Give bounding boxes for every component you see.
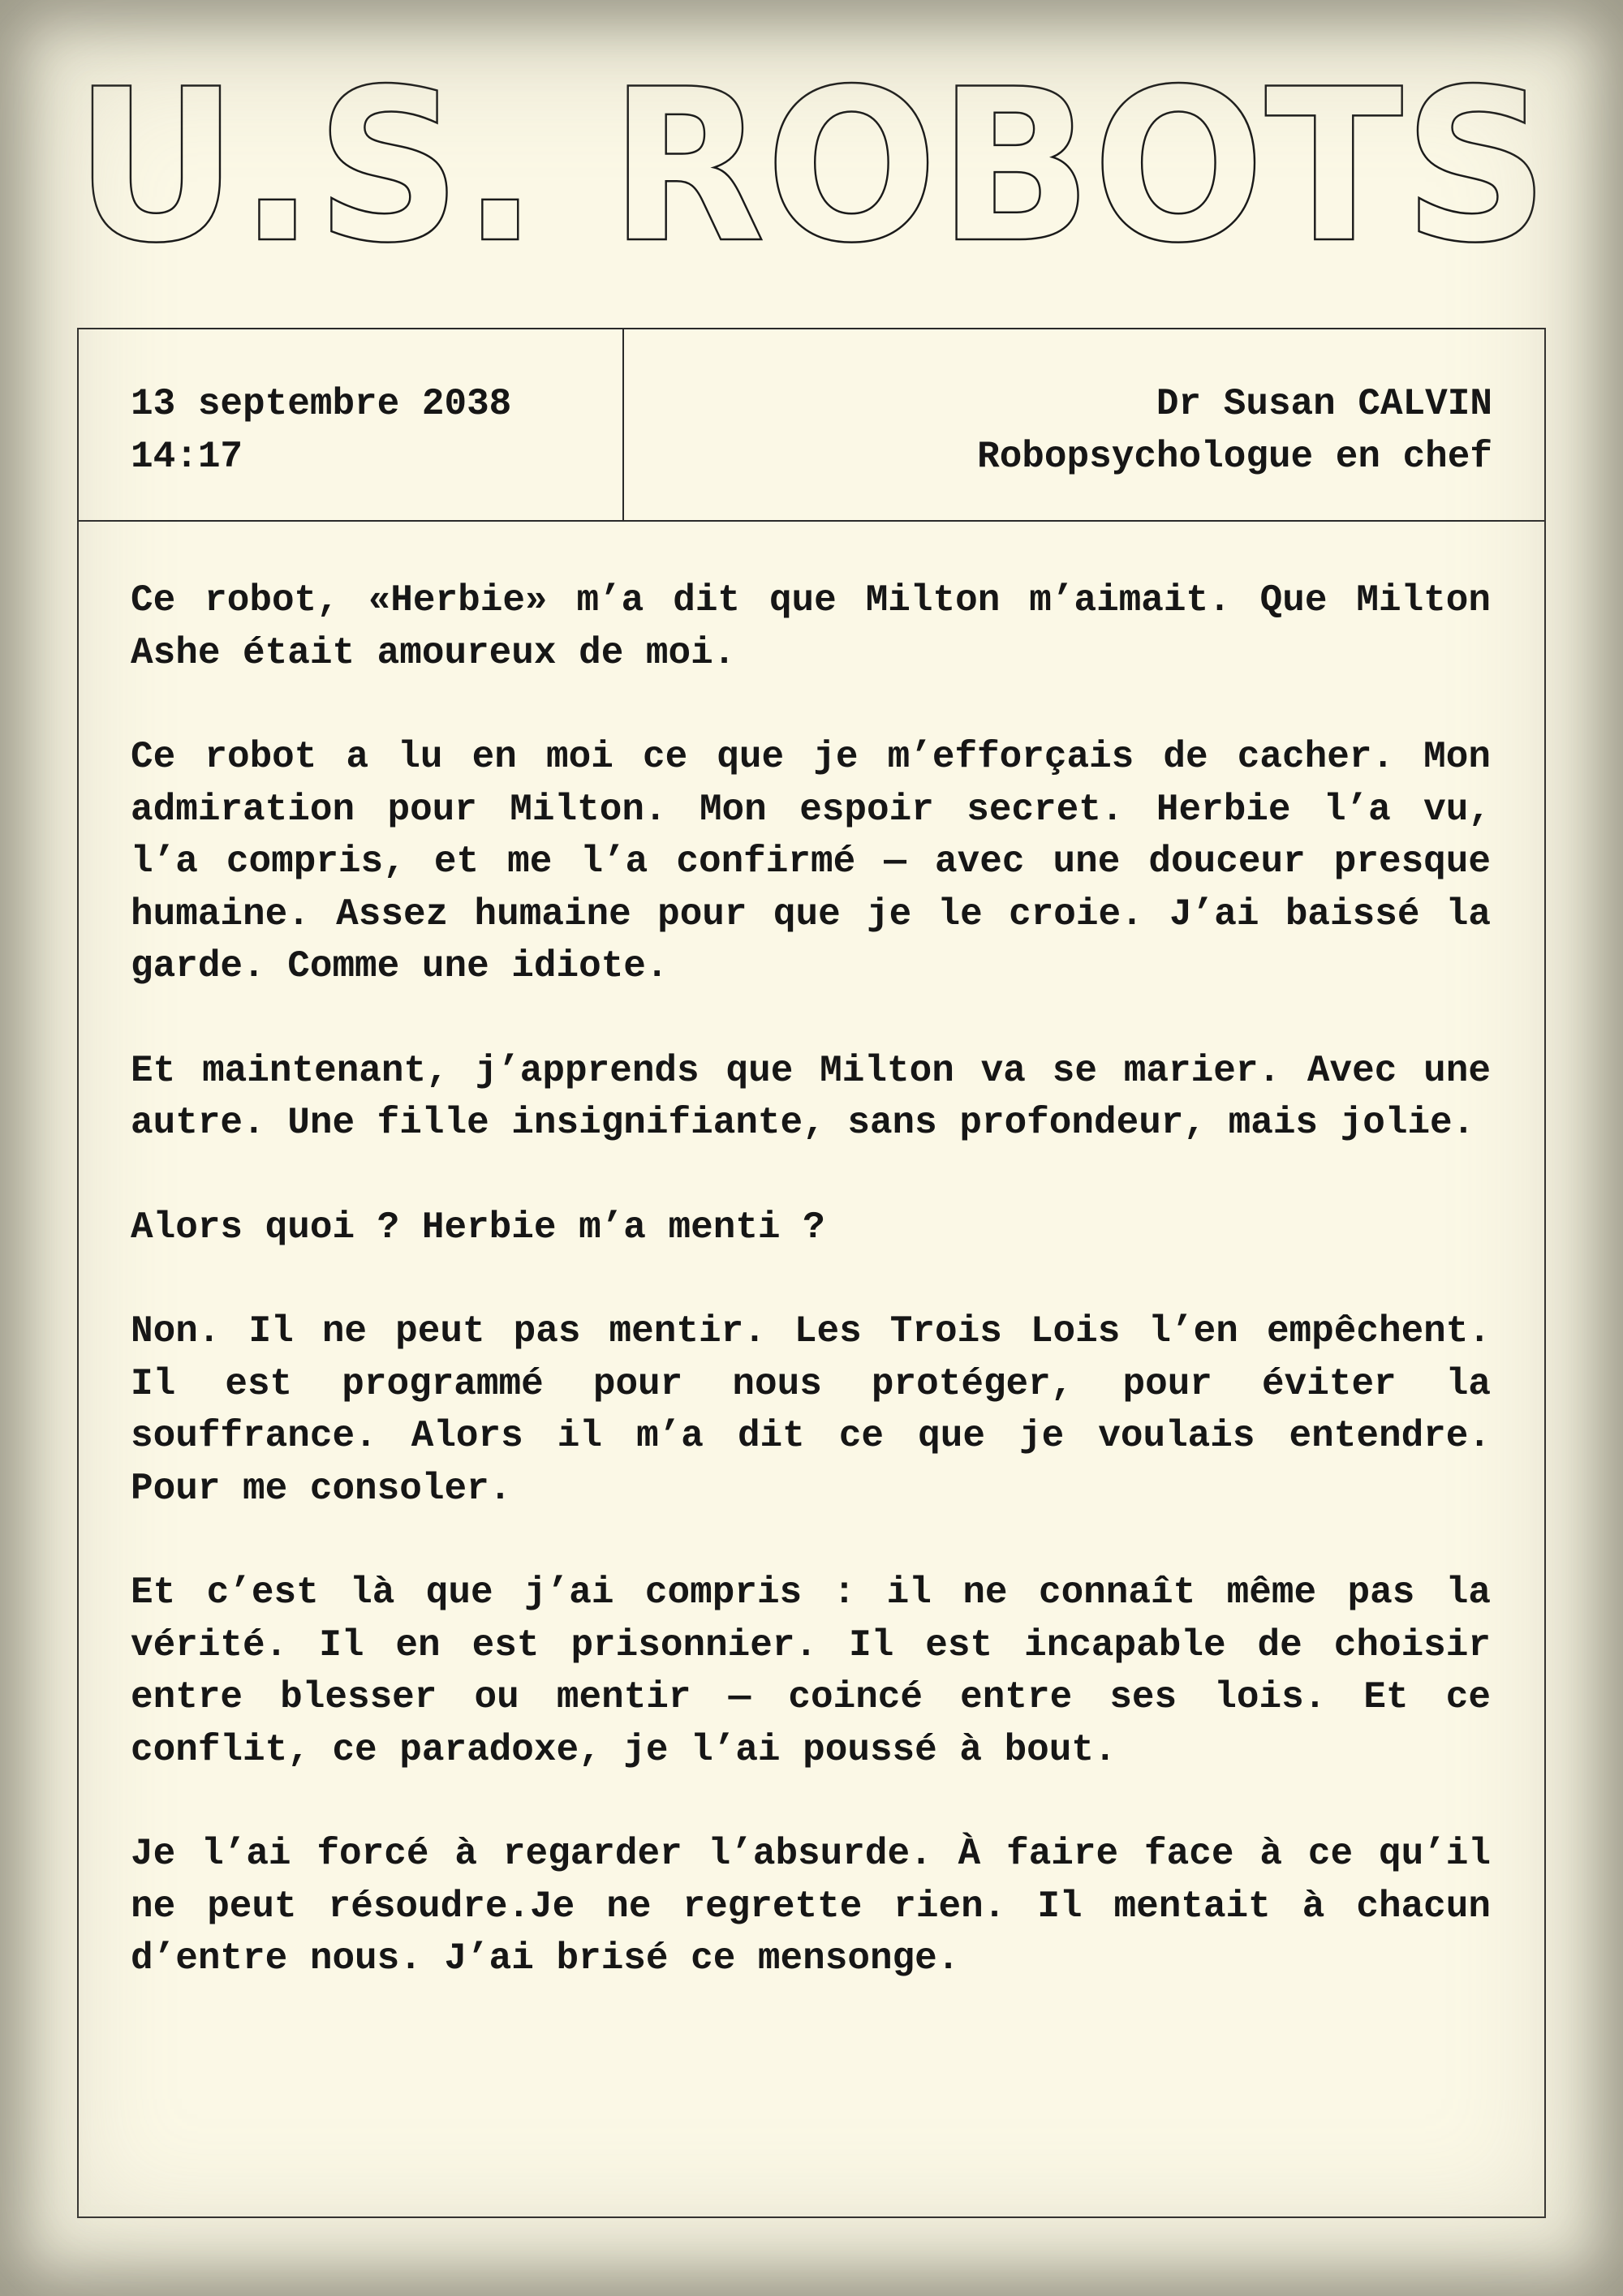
document-header [79,329,1544,522]
body-paragraph: Ce robot a lu en moi ce que je m’efforçais de cacher. Mon admiration pour Milton. Mon espoir secret. Herbie l’a vu, l’a compris, et me l’a confirmé — avec une douceur presque humaine. Assez humaine pour que je le croie. J’ai baissé la garde. Comme une idiote. [131,736,1491,987]
author-name: Dr Susan CALVIN [1156,383,1492,425]
body-paragraph: Et c’est là que j’ai compris : il ne connaît même pas la vérité. Il en est prisonnier. Il est incapable de choisir entre blesser ou mentir — coincé entre ses lois. Et ce conflit, ce paradoxe, je l’ai poussé à bout. [131,1572,1491,1771]
body-paragraph: Et maintenant, j’apprends que Milton va se marier. Avec une autre. Une fille insignifiante, sans profondeur, mais jolie. [131,1049,1491,1144]
body-paragraph: Je l’ai forcé à regarder l’absurde. À faire face à ce qu’il ne peut résoudre.Je ne regrette rien. Il mentait à chacun d’entre nous. J’ai brisé ce mensonge. [131,1833,1491,1980]
body-paragraph: Ce robot, «Herbie» m’a dit que Milton m’aimait. Que Milton Ashe était amoureux de moi. [131,579,1491,674]
document-time: 14:17 [131,436,243,478]
document-date: 13 septembre 2038 [131,383,512,425]
logo-text: U.S. ROBOTS [74,81,1549,252]
document-frame [77,328,1546,2218]
date-time-cell [79,329,624,520]
document-body [131,574,1491,2037]
logo-outline-graphic [71,81,1552,252]
body-paragraph: Non. Il ne peut pas mentir. Les Trois Lois l’en empêchent. Il est programmé pour nous protéger, pour éviter la souffrance. Alors il m’a dit ce que je voulais entendre. Pour me consoler. [131,1310,1491,1510]
body-paragraph: Alors quoi ? Herbie m’a menti ? [131,1206,825,1249]
author-cell [624,329,1544,520]
author-title: Robopsychologue en chef [977,436,1492,478]
company-logo [71,81,1552,252]
